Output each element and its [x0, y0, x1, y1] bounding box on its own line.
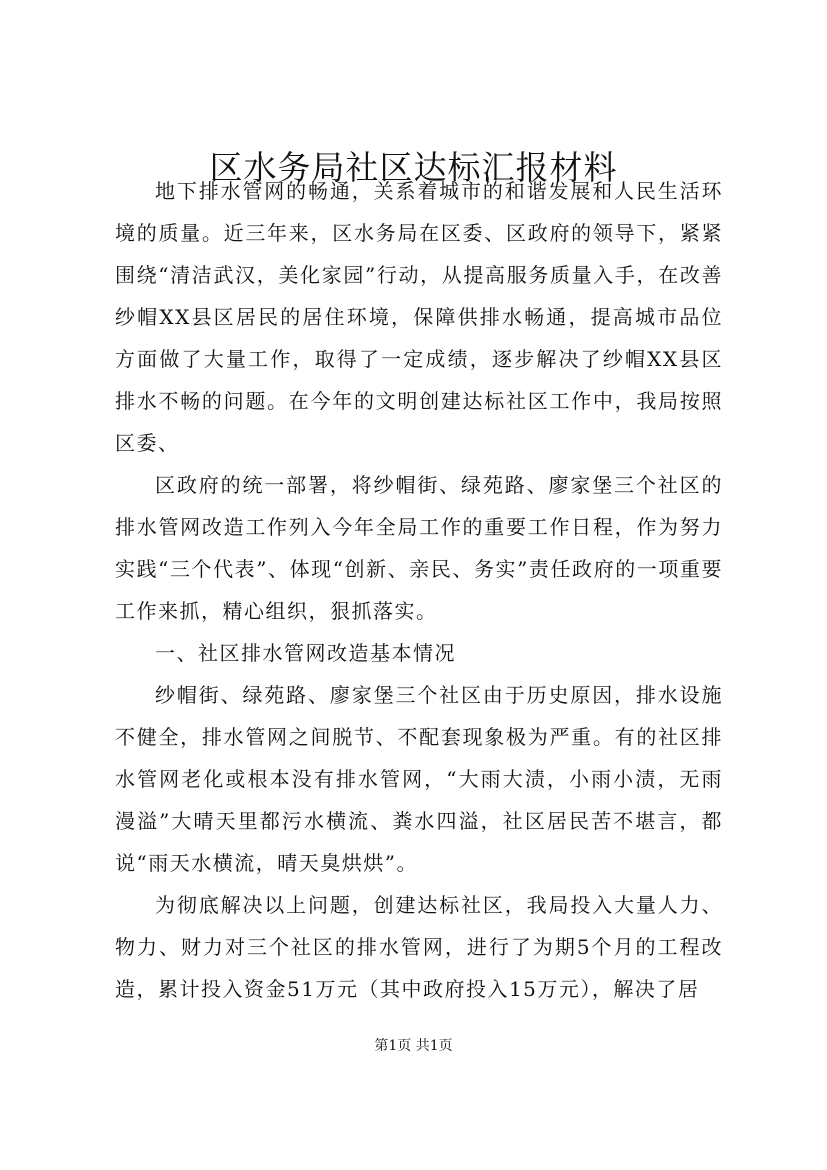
- paragraph-investment: 为彻底解决以上问题，创建达标社区，我局投入大量人力、物力、财力对三个社区的排水管网，进行了为期5个月的工程改造，累计投入资金51万元（其中政府投入15万元），解决了居: [115, 893, 723, 1001]
- paragraph-situation: 纱帽街、绿苑路、廖家堡三个社区由于历史原因，排水设施不健全，排水管网之间脱节、不配套现象极为严重。有的社区排水管网老化或根本没有排水管网，“大雨大渍，小雨小渍，无雨漫溢”大晴天里都污水横流、粪水四溢，社区居民苦不堪言，都说“雨天水横流，晴天臭烘烘”。: [115, 683, 723, 875]
- document-title: 区水务局社区达标汇报材料: [209, 148, 618, 187]
- section-heading-1: 一、社区排水管网改造基本情况: [155, 641, 456, 665]
- paragraph-intro: 地下排水管网的畅通，关系着城市的和谐发展和人民生活环境的质量。近三年来，区水务局在区委、区政府的领导下，紧紧围绕“清洁武汉，美化家园”行动，从提高服务质量入手，在改善纱帽XX县区居民的居住环境，保障供排水畅通，提高城市品位方面做了大量工作，取得了一定成绩，逐步解决了纱帽XX县区排水不畅的问题。在今年的文明创建达标社区工作中，我局按照区委、: [115, 179, 723, 455]
- document-body: [115, 170, 723, 1010]
- page-number-footer: 第1页 共1页: [374, 1038, 453, 1054]
- paragraph-deployment: 区政府的统一部署，将纱帽街、绿苑路、廖家堡三个社区的排水管网改造工作列入今年全局工作的重要工作日程，作为努力实践“三个代表”、体现“创新、亲民、务实”责任政府的一项重要工作来抓，精心组织，狠抓落实。: [115, 473, 723, 623]
